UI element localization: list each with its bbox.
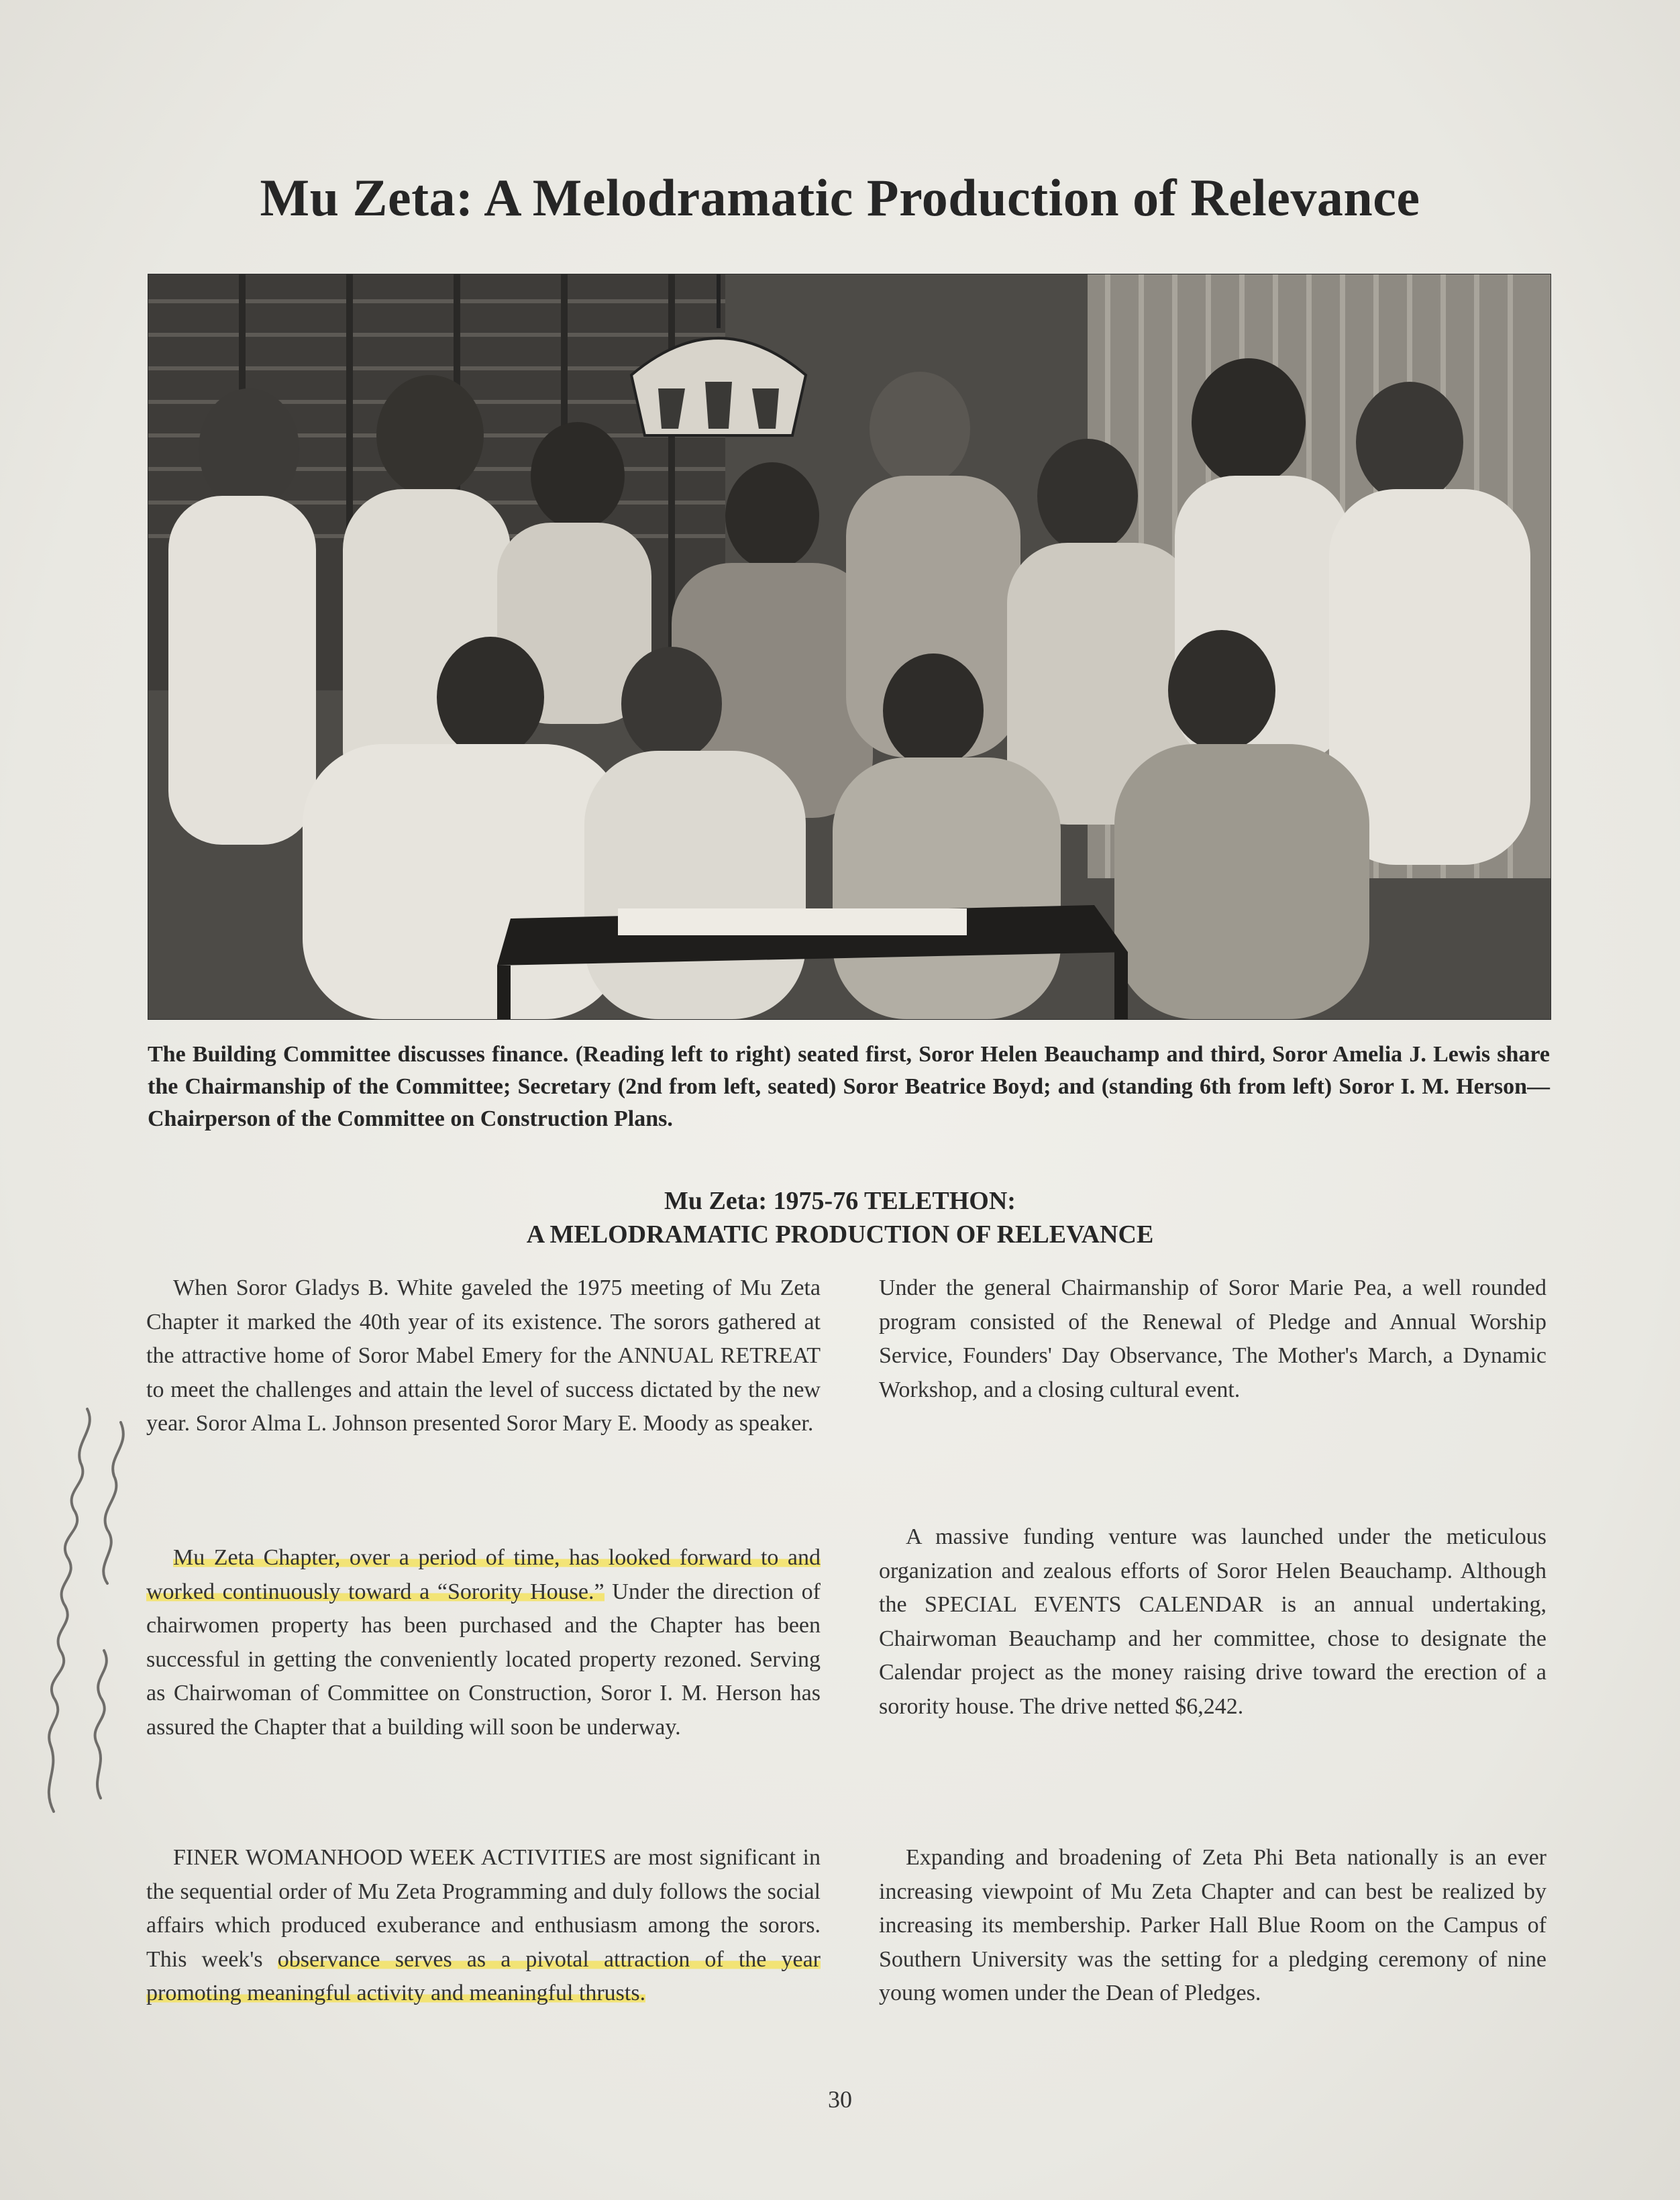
right-paragraph-2: A massive funding venture was launched under the meticulous organization and zealous efforts of Soror Helen Beauchamp. Although the SPECIAL EVENTS CALENDAR is an annual undertaking, Chairwoman Beauchamp and her committee, chose to designate the Calendar project as the money raising drive toward the erection of a sorority house. The drive netted $6,242. — [879, 1524, 1546, 1719]
right-column-paragraph-3 — [879, 1841, 1546, 2011]
page-number: 30 — [828, 2086, 852, 2113]
highlighted-text: observance serves as a pivotal attraction of the year promoting meaningful activity and meaningful thrusts. — [146, 1946, 821, 2005]
right-column-paragraph-1 — [879, 1271, 1546, 1407]
left-paragraph-3-start: FINER WOMANHOOD WEEK ACTIVITIES are most significant in the sequential order of Mu Zeta Programming and duly follows the social affairs which produced exuberance and enthusiasm among the sorors. This week's — [146, 1845, 821, 1972]
photo-caption: The Building Committee discusses finance. (Reading left to right) seated first, Soror Helen Beauchamp and third, Soror Amelia J. Lewis share the Chairmanship of the Committee; Secretary (2nd from left, seated) Soror Beatrice Boyd; and (standing 6th from left) Soror I. M. Herson—Chairperson of the Committee on Construction Plans. — [148, 1042, 1550, 1131]
left-paragraph-1: When Soror Gladys B. White gaveled the 1975 meeting of Mu Zeta Chapter it marked the 40th year of its existence. The sorors gathered at the attractive home of Soror Mabel Emery for the ANNUAL RETREAT to meet the challenges and attain the level of success dictated by the new year. Soror Alma L. Johnson presented Soror Mary E. Moody as speaker. — [146, 1275, 821, 1436]
right-paragraph-1: Under the general Chairmanship of Soror Marie Pea, a well rounded program consisted of the Renewal of Pledge and Annual Worship Service, Founders' Day Observance, The Mother's March, a Dynamic Workshop, and a closing cultural event. — [879, 1275, 1546, 1402]
right-column-paragraph-2 — [879, 1520, 1546, 1724]
section-heading — [0, 1184, 1680, 1251]
right-paragraph-3: Expanding and broadening of Zeta Phi Beta nationally is an ever increasing viewpoint of Mu Zeta Chapter and can best be realized by increasing its membership. Parker Hall Blue Room on the Campus of Southern University was the setting for a pledging ceremony of nine young women under the Dean of Pledges. — [879, 1845, 1546, 2005]
section-heading-line2: A MELODRAMATIC PRODUCTION OF RELEVANCE — [526, 1220, 1154, 1249]
left-paragraph-3 — [146, 1841, 821, 2011]
group-photo — [148, 274, 1551, 1020]
left-column-paragraph-3 — [146, 1841, 821, 2011]
group-photo-illustration — [148, 274, 1551, 1019]
left-column-paragraph-1 — [146, 1271, 821, 1441]
section-heading-line1: Mu Zeta: 1975-76 TELETHON: — [664, 1187, 1016, 1215]
handwritten-margin-note — [13, 1382, 148, 1838]
left-paragraph-2-rest: Under the direction of chairwomen property has been purchased and the Chapter has been successful in getting the conveniently located property rezoned. Serving as Chairwoman of Committee on Construction, Soror I. M. Herson has assured the Chapter that a building will soon be underway. — [146, 1579, 821, 1740]
page-title: Mu Zeta: A Melodramatic Production of Relevance — [260, 168, 1420, 227]
left-column-paragraph-2 — [146, 1541, 821, 1744]
left-paragraph-2 — [146, 1541, 821, 1744]
highlighted-text: Mu Zeta Chapter, over a period of time, has looked forward to and worked continuously toward a “Sorority House.” — [146, 1545, 821, 1604]
